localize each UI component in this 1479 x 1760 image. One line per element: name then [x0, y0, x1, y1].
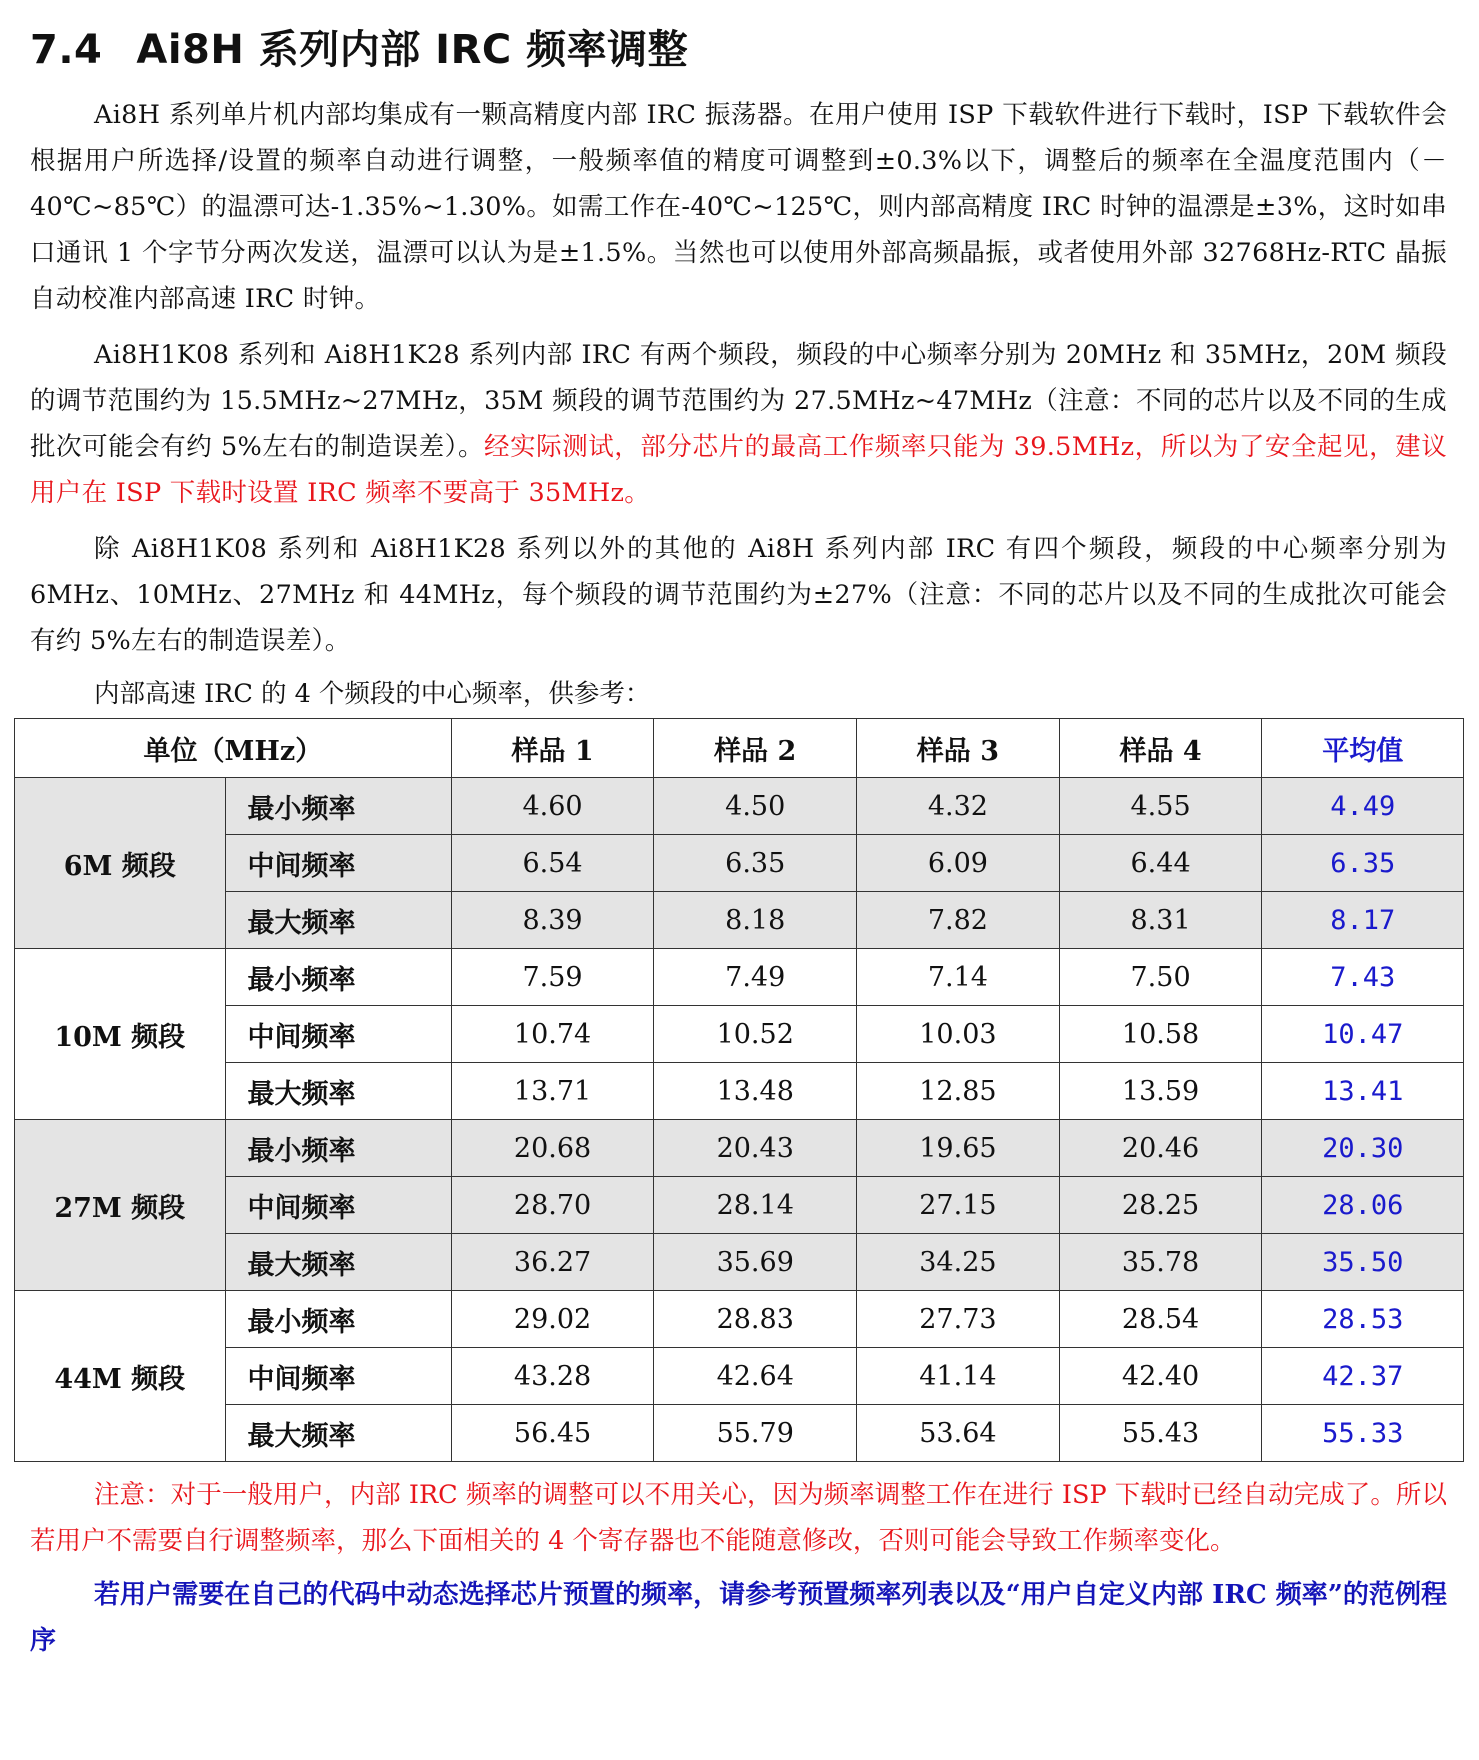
header-unit: 单位（MHz）	[15, 719, 452, 778]
sample-2-value: 35.69	[654, 1234, 857, 1291]
sample-4-value: 6.44	[1059, 835, 1262, 892]
frequency-kind: 最大频率	[225, 892, 451, 949]
table-row	[15, 1120, 1464, 1177]
section-number: 7.4	[30, 27, 103, 73]
average-value: 42.37	[1262, 1348, 1464, 1405]
sample-4-value: 28.25	[1059, 1177, 1262, 1234]
average-value: 35.50	[1262, 1234, 1464, 1291]
paragraph-irc-intro: Ai8H 系列单片机内部均集成有一颗高精度内部 IRC 振荡器。在用户使用 ISP 下载软件进行下载时，ISP 下载软件会根据用户所选择/设置的频率自动进行调整，一般频率值的精度可调整到±0.3%以下，调整后的频率在全温度范围内（－40℃~85℃）的温漂可达-1.35%~1.30%。如需工作在-40℃~125℃，则内部高精度 IRC 时钟的温漂是±3%，这时如串口通讯 1 个字节分两次发送，温漂可以认为是±1.5%。当然也可以使用外部高频晶振，或者使用外部 32768Hz-RTC 晶振自动校准内部高速 IRC 时钟。	[30, 100, 1447, 314]
band-label: 10M 频段	[15, 949, 226, 1120]
table-row	[15, 1177, 1464, 1234]
table-row	[15, 1348, 1464, 1405]
sample-2-value: 10.52	[654, 1006, 857, 1063]
sample-4-value: 10.58	[1059, 1006, 1262, 1063]
table-row	[15, 1006, 1464, 1063]
paragraph-four-bands: 除 Ai8H1K08 系列和 Ai8H1K28 系列以外的其他的 Ai8H 系列内部 IRC 有四个频段，频段的中心频率分别为 6MHz、10MHz、27MHz 和 44MHz，每个频段的调节范围约为±27%（注意：不同的芯片以及不同的生成批次可能会有约 5%左右的制造误差）。	[30, 534, 1447, 656]
sample-2-value: 20.43	[654, 1120, 857, 1177]
sample-3-value: 34.25	[857, 1234, 1060, 1291]
average-value: 28.06	[1262, 1177, 1464, 1234]
table-row	[15, 949, 1464, 1006]
section-title: Ai8H 系列内部 IRC 频率调整	[136, 27, 689, 73]
sample-1-value: 4.60	[451, 778, 654, 835]
sample-4-value: 13.59	[1059, 1063, 1262, 1120]
average-value: 20.30	[1262, 1120, 1464, 1177]
band-label: 6M 频段	[15, 778, 226, 949]
table-row	[15, 892, 1464, 949]
sample-2-value: 8.18	[654, 892, 857, 949]
sample-2-value: 7.49	[654, 949, 857, 1006]
frequency-kind: 中间频率	[225, 835, 451, 892]
sample-1-value: 36.27	[451, 1234, 654, 1291]
table-row	[15, 1063, 1464, 1120]
sample-1-value: 10.74	[451, 1006, 654, 1063]
sample-4-value: 20.46	[1059, 1120, 1262, 1177]
sample-4-value: 35.78	[1059, 1234, 1262, 1291]
frequency-table	[14, 718, 1464, 1462]
table-row	[15, 835, 1464, 892]
sample-1-value: 20.68	[451, 1120, 654, 1177]
sample-1-value: 56.45	[451, 1405, 654, 1462]
frequency-kind: 最小频率	[225, 949, 451, 1006]
sample-3-value: 12.85	[857, 1063, 1060, 1120]
sample-1-value: 13.71	[451, 1063, 654, 1120]
frequency-kind: 最大频率	[225, 1063, 451, 1120]
sample-3-value: 10.03	[857, 1006, 1060, 1063]
sample-2-value: 4.50	[654, 778, 857, 835]
frequency-kind: 最小频率	[225, 1120, 451, 1177]
sample-2-value: 28.14	[654, 1177, 857, 1234]
header-sample-1: 样品 1	[451, 719, 654, 778]
sample-2-value: 13.48	[654, 1063, 857, 1120]
two-bands-text: Ai8H1K08 系列和 Ai8H1K28 系列内部 IRC 有两个频段，频段的中心频率分别为 20MHz 和 35MHz，20M 频段的调节范围约为 15.5MHz~27MHz，35M 频段的调节范围约为 27.5MHz~47MHz（注意：不同的芯片以及不同的生成批次可能会有约 5%左右的制造误差）。	[30, 340, 1447, 462]
sample-3-value: 41.14	[857, 1348, 1060, 1405]
sample-4-value: 42.40	[1059, 1348, 1262, 1405]
sample-3-value: 53.64	[857, 1405, 1060, 1462]
sample-4-value: 4.55	[1059, 778, 1262, 835]
band-label: 44M 频段	[15, 1291, 226, 1462]
table-caption: 内部高速 IRC 的 4 个频段的中心频率，供参考：	[94, 679, 651, 709]
table-row	[15, 778, 1464, 835]
header-sample-3: 样品 3	[857, 719, 1060, 778]
sample-3-value: 4.32	[857, 778, 1060, 835]
section-heading	[30, 18, 1447, 82]
average-value: 13.41	[1262, 1063, 1464, 1120]
sample-3-value: 27.15	[857, 1177, 1060, 1234]
average-value: 4.49	[1262, 778, 1464, 835]
frequency-kind: 中间频率	[225, 1177, 451, 1234]
sample-2-value: 6.35	[654, 835, 857, 892]
table-header-row	[15, 719, 1464, 778]
table-row	[15, 1291, 1464, 1348]
sample-2-value: 55.79	[654, 1405, 857, 1462]
two-bands-warning: 经实际测试，部分芯片的最高工作频率只能为 39.5MHz，所以为了安全起见，建议用户在 ISP 下载时设置 IRC 频率不要高于 35MHz。	[30, 432, 1448, 508]
sample-3-value: 7.14	[857, 949, 1060, 1006]
note-paragraph: 注意：对于一般用户，内部 IRC 频率的调整可以不用关心，因为频率调整工作在进行 ISP 下载时已经自动完成了。所以若用户不需要自行调整频率，那么下面相关的 4 个寄存器也不能随意修改，否则可能会导致工作频率变化。	[30, 1480, 1447, 1556]
sample-2-value: 42.64	[654, 1348, 857, 1405]
sample-1-value: 28.70	[451, 1177, 654, 1234]
average-value: 6.35	[1262, 835, 1464, 892]
average-value: 7.43	[1262, 949, 1464, 1006]
header-sample-2: 样品 2	[654, 719, 857, 778]
sample-1-value: 8.39	[451, 892, 654, 949]
frequency-kind: 最小频率	[225, 1291, 451, 1348]
sample-4-value: 55.43	[1059, 1405, 1262, 1462]
frequency-kind: 最大频率	[225, 1405, 451, 1462]
sample-1-value: 43.28	[451, 1348, 654, 1405]
sample-2-value: 28.83	[654, 1291, 857, 1348]
sample-1-value: 29.02	[451, 1291, 654, 1348]
sample-4-value: 7.50	[1059, 949, 1262, 1006]
frequency-kind: 中间频率	[225, 1006, 451, 1063]
sample-4-value: 8.31	[1059, 892, 1262, 949]
average-value: 28.53	[1262, 1291, 1464, 1348]
table-row	[15, 1405, 1464, 1462]
sample-3-value: 27.73	[857, 1291, 1060, 1348]
table-body	[15, 778, 1464, 1462]
table-row	[15, 1234, 1464, 1291]
sample-4-value: 28.54	[1059, 1291, 1262, 1348]
average-value: 55.33	[1262, 1405, 1464, 1462]
sample-3-value: 19.65	[857, 1120, 1060, 1177]
sample-1-value: 6.54	[451, 835, 654, 892]
header-average: 平均值	[1262, 719, 1464, 778]
sample-3-value: 6.09	[857, 835, 1060, 892]
user-defined-frequency-tip: 若用户需要在自己的代码中动态选择芯片预置的频率，请参考预置频率列表以及“用户自定义内部 IRC 频率”的范例程序	[30, 1580, 1447, 1656]
sample-1-value: 7.59	[451, 949, 654, 1006]
band-label: 27M 频段	[15, 1120, 226, 1291]
frequency-kind: 中间频率	[225, 1348, 451, 1405]
sample-3-value: 7.82	[857, 892, 1060, 949]
header-sample-4: 样品 4	[1059, 719, 1262, 778]
paragraph-two-bands	[30, 332, 1447, 516]
average-value: 10.47	[1262, 1006, 1464, 1063]
frequency-kind: 最大频率	[225, 1234, 451, 1291]
frequency-kind: 最小频率	[225, 778, 451, 835]
average-value: 8.17	[1262, 892, 1464, 949]
